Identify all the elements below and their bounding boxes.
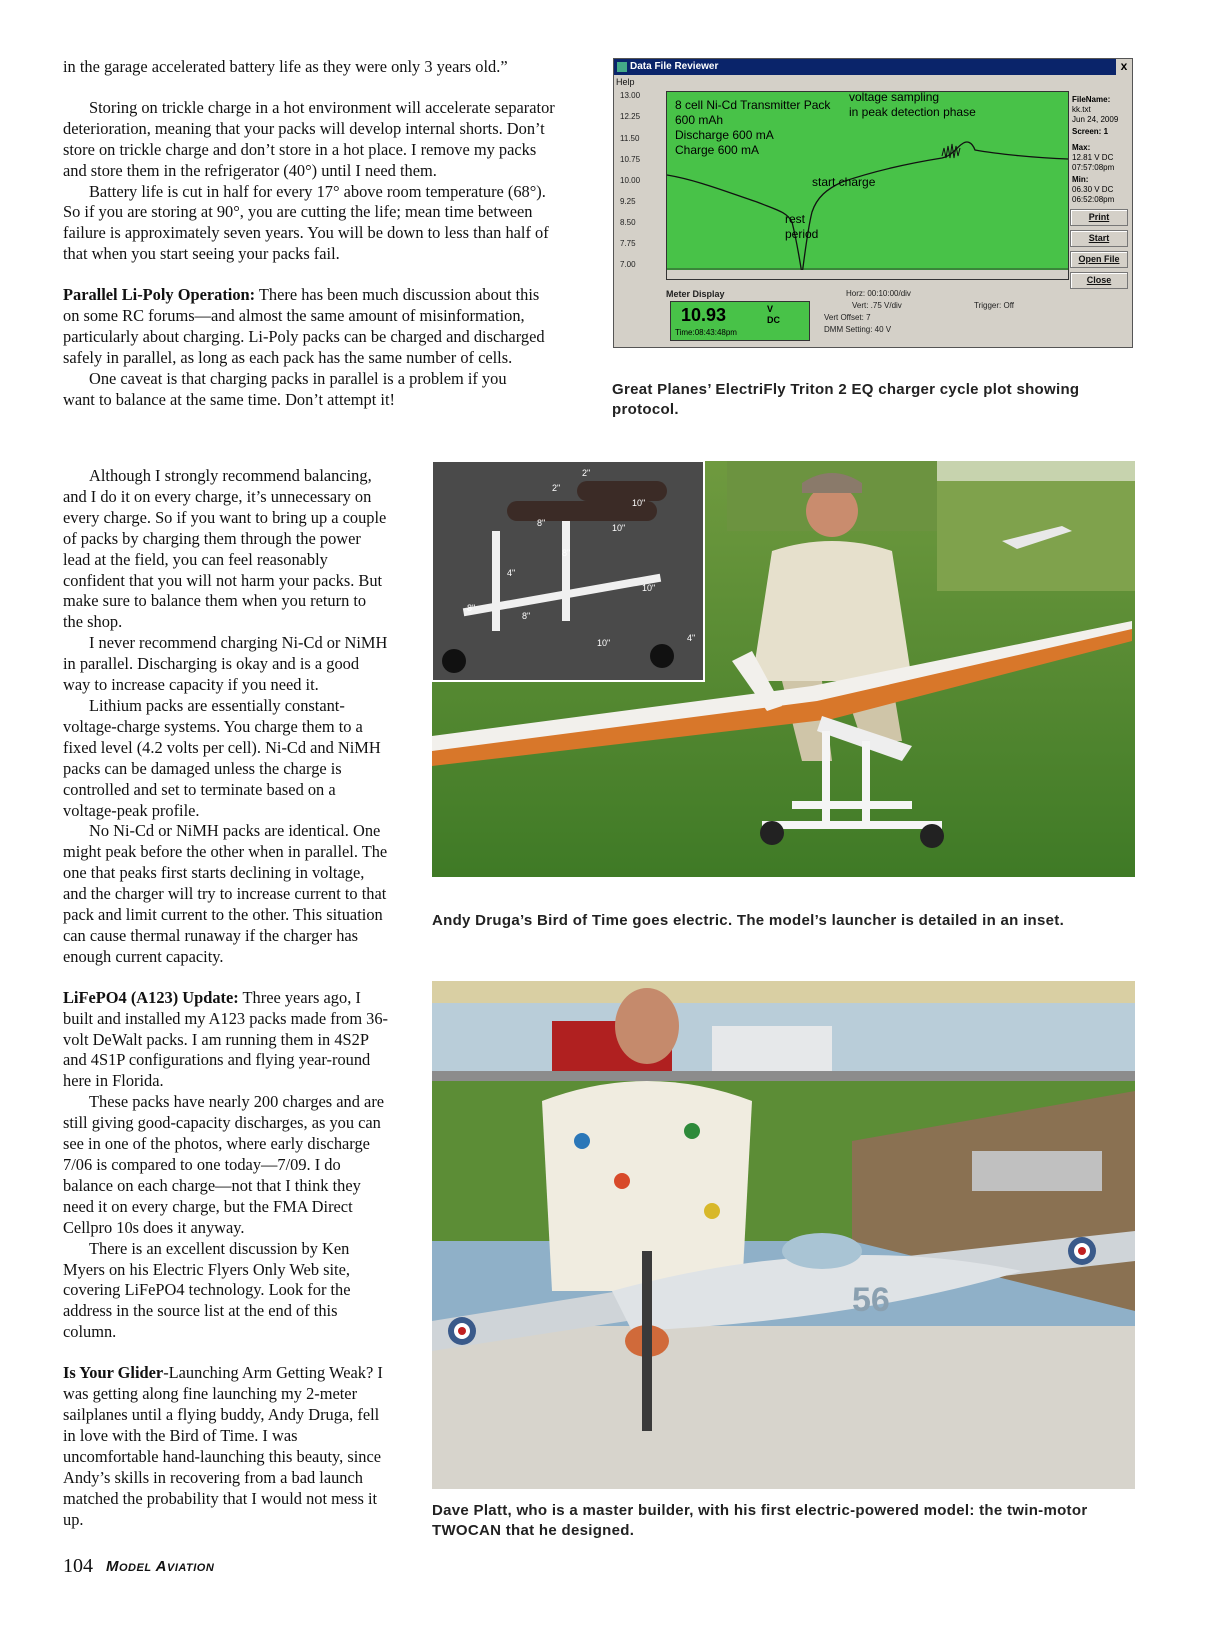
inset-dim-label: 2" xyxy=(552,483,561,493)
article-column-bottom xyxy=(63,466,389,1530)
start-button: Start xyxy=(1070,230,1128,247)
paragraph: I never recommend charging Ni-Cd or NiMH in parallel. Discharging is okay and is a good way to increase capacity if you need it. xyxy=(63,633,388,695)
inset-dim-label: 8" xyxy=(467,603,476,613)
inset-dim-label: 10" xyxy=(597,638,611,648)
data-file-reviewer-window xyxy=(613,58,1133,348)
voltage-plot xyxy=(666,91,1069,280)
article-column-top xyxy=(63,57,559,411)
date-value: Jun 24, 2009 xyxy=(1072,115,1119,124)
min-label: Min: xyxy=(1072,175,1089,184)
dmm-setting: DMM Setting: 40 V xyxy=(824,325,892,334)
paragraph: These packs have nearly 200 charges and are still giving good-capacity discharges, as you can see in one of the photos, where early discharge 7/06 is compared to one today—7/09. I do balance on each charge—not that I think they need it on every charge, but the FMA Direct Cellpro 10s does it anyway. xyxy=(63,1092,385,1237)
paragraph: Storing on trickle charge in a hot environment will accelerate separator deterioration, meaning that your packs will develop internal shorts. Don’t store on trickle charge and don’t store in a hot place. I remove my packs and store them in the refrigerator (40°) until I need them. xyxy=(63,97,555,180)
plot-annotation: voltage sampling xyxy=(849,90,940,104)
plot-label: 8 cell Ni-Cd Transmitter Pack xyxy=(675,98,831,112)
y-tick: 9.25 xyxy=(620,197,636,206)
y-tick: 12.25 xyxy=(620,112,641,121)
horz-setting: Horz: 00:10:00/div xyxy=(846,289,911,298)
plane-number: 56 xyxy=(852,1281,890,1319)
plot-annotation: rest xyxy=(785,212,806,226)
inset-dim-label: 4" xyxy=(687,633,696,643)
y-tick: 13.00 xyxy=(620,91,641,100)
plot-label: Discharge 600 mA xyxy=(675,128,774,142)
meter-unit: V xyxy=(767,304,774,314)
caption-charger: Great Planes’ ElectriFly Triton 2 EQ charger cycle plot showing protocol. xyxy=(612,381,1080,418)
max-voltage: 12.81 V DC xyxy=(1072,153,1114,162)
screen-value: Screen: 1 xyxy=(1072,127,1109,136)
vert-setting: Vert: .75 V/div xyxy=(852,301,902,310)
caption-twocan: Dave Platt, who is a master builder, with his first electric-powered model: the twin-motor TWOCAN that he designed. xyxy=(432,1502,1088,1539)
paragraph: No Ni-Cd or NiMH packs are identical. One might peak before the other when in parallel. The one that peaks first starts declining in voltage, and the charger will try to increase current to that pack and limit current to the other. This situation can cause thermal runaway if the charger has enough current capacity. xyxy=(63,821,388,966)
meter-time: Time:08:43:48pm xyxy=(675,328,737,337)
magazine-name: Model Aviation xyxy=(106,1558,215,1575)
inset-dim-label: 10" xyxy=(642,583,656,593)
caption-bird-of-time: Andy Druga’s Bird of Time goes electric. The model’s launcher is detailed in an inset. xyxy=(432,912,1065,929)
inset-dim-label: 10" xyxy=(612,523,626,533)
close-button: Close xyxy=(1070,272,1128,289)
page-number: 104 xyxy=(63,1555,93,1577)
plot-annotation: in peak detection phase xyxy=(849,105,976,119)
photo-twocan xyxy=(432,981,1135,1489)
trigger-setting: Trigger: Off xyxy=(974,301,1015,310)
meter-unit: DC xyxy=(767,315,780,325)
inset-dim-label: 4" xyxy=(507,568,516,578)
close-icon: x xyxy=(1116,59,1132,75)
max-time: 07:57:08pm xyxy=(1072,163,1115,172)
meter-label: Meter Display xyxy=(666,289,725,299)
paragraph: Although I strongly recommend balancing, and I do it on every charge, it’s unnecessary on every charge. So if you want to bring up a couple of packs by charging them through the power lead at the field, you can feel reasonably confident that you will not harm your packs. But make sure to balance them when you return to the shop. xyxy=(63,466,387,632)
inset-dim-label: 10" xyxy=(632,498,646,508)
paragraph: LiFePO4 (A123) Update: Three years ago, I built and installed my A123 packs made from 36-volt DeWalt packs. I am running them in 4S2P and 4S1P configurations and flying year-round here in Florida. xyxy=(63,987,389,1091)
filename-label: FileName: xyxy=(1072,95,1111,104)
min-voltage: 06.30 V DC xyxy=(1072,185,1114,194)
inset-dim-label: 8" xyxy=(562,548,571,558)
twocan-illustration xyxy=(432,981,1135,1489)
menu-help: Help xyxy=(616,77,635,87)
y-tick: 10.75 xyxy=(620,155,641,164)
filename-value: kk.txt xyxy=(1072,105,1091,114)
photo-bird-of-time xyxy=(432,461,1135,877)
section-heading: Parallel Li-Poly Operation: xyxy=(63,285,256,305)
plot-annotation: period xyxy=(785,227,819,241)
app-icon xyxy=(617,62,627,72)
vert-offset: Vert Offset: 7 xyxy=(824,313,871,322)
paragraph: One caveat is that charging packs in parallel is a problem if you want to balance at the same time. Don’t attempt it! xyxy=(63,368,507,409)
paragraph: Parallel Li-Poly Operation: There has been much discussion about this on some RC forums—and almost the same amount of misinformation, particularly about charging. Li-Poly packs can be charged and discharged safely in parallel, as long as each pack has the same number of cells. xyxy=(63,285,545,367)
inset-dim-label: 2" xyxy=(582,468,591,478)
section-heading: LiFePO4 (A123) Update: xyxy=(63,987,239,1007)
y-tick: 7.75 xyxy=(620,239,636,248)
y-tick: 10.00 xyxy=(620,176,641,185)
y-tick: 8.50 xyxy=(620,218,636,227)
meter-value: 10.93 xyxy=(681,305,727,325)
plot-label: Charge 600 mA xyxy=(675,143,760,157)
plot-annotation: start charge xyxy=(812,175,876,189)
open-file-button: Open File xyxy=(1070,251,1128,268)
y-tick: 11.50 xyxy=(620,134,640,143)
bird-of-time-illustration xyxy=(432,461,1135,877)
paragraph: Battery life is cut in half for every 17° above room temperature (68°). So if you are storing at 90°, you are cutting the life; mean time between failure is approximately seven years. You will be down to less than half of that when you start seeing your packs fail. xyxy=(63,181,549,264)
print-button: Print xyxy=(1070,209,1128,226)
meter-display xyxy=(666,289,811,341)
inset-dim-label: 8" xyxy=(537,518,546,528)
plot-label: 600 mAh xyxy=(675,113,724,127)
meter-readout xyxy=(670,301,810,341)
inset-dim-label: 8" xyxy=(522,611,531,621)
paragraph: There is an excellent discussion by Ken Myers on his Electric Flyers Only Web site, covering LiFePO4 technology. Look for the address in the source list at the end of this column. xyxy=(63,1238,351,1342)
y-tick: 7.00 xyxy=(620,260,636,269)
window-title-bar: Data File Reviewer xyxy=(614,59,1132,75)
section-heading: Is Your Glider xyxy=(63,1363,164,1383)
paragraph: Is Your Glider-Launching Arm Getting Weak? I was getting along fine launching my 2-meter sailplanes until a flying buddy, Andy Druga, fell in love with the Bird of Time. I was uncomfortable hand-launching this beauty, since Andy’s skills in recovering from a bad launch matched the probability that I would not mess it up. xyxy=(63,1363,383,1529)
min-time: 06:52:08pm xyxy=(1072,195,1115,204)
paragraph: in the garage accelerated battery life as they were only 3 years old.” xyxy=(63,57,508,76)
max-label: Max: xyxy=(1072,143,1091,152)
paragraph: Lithium packs are essentially constant-voltage-charge systems. You charge them to a fixed level (4.2 volts per cell). Ni-Cd and NiMH packs can be damaged unless the charge is controlled and set to terminate based on a voltage-peak profile. xyxy=(63,695,381,820)
